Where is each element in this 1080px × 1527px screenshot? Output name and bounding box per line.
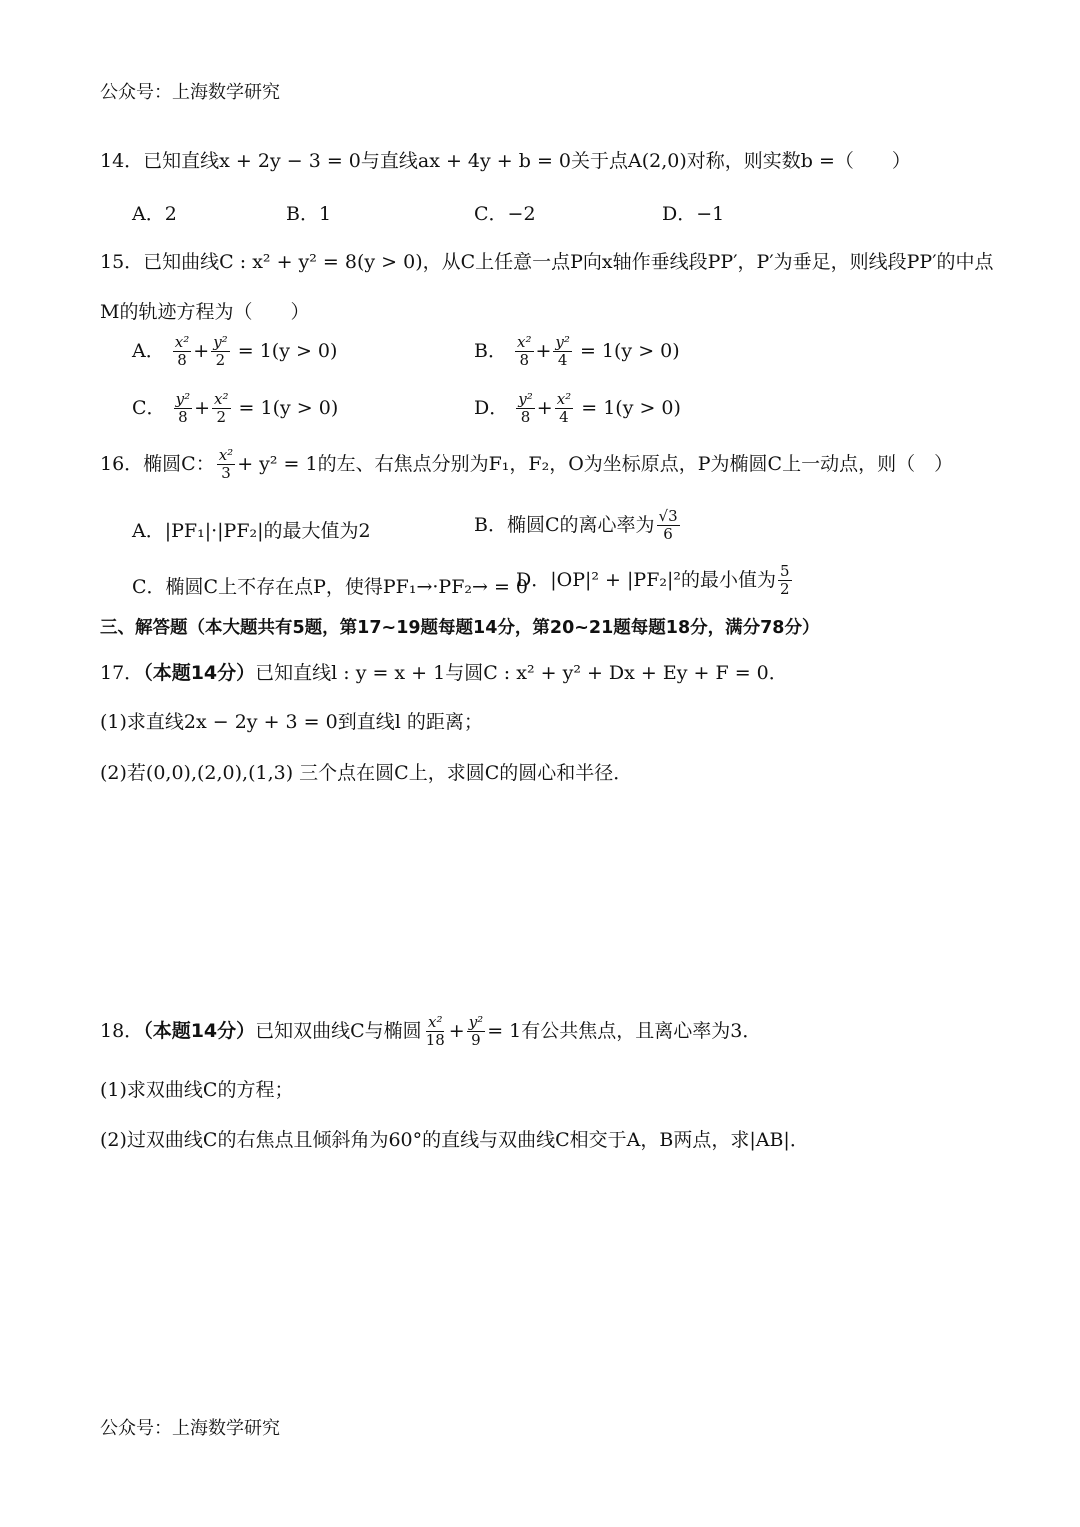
q15-option-d-fraction-2: $\frac{\text{x²}}{4}$	[556, 390, 572, 427]
q18-fraction-2: $\frac{\text{y²}}{9}$	[468, 1013, 484, 1050]
q15-option-a-fraction-1: $\frac{\text{x²}}{8}$	[174, 333, 190, 370]
q15-option-a-fraction-2: $\frac{\text{y²}}{2}$	[213, 333, 228, 370]
question-17-part-1: (1)求直线2x − 2y + 3 = 0到直线l 的距离；	[100, 711, 483, 733]
q14-option-d: D．−1	[662, 203, 725, 225]
q18-fraction-1: $\frac{\text{x²}}{18}$	[425, 1013, 445, 1050]
question-18-part-2: (2)过双曲线C的右焦点且倾斜角为60°的直线与双曲线C相交于A，B两点，求|AB|．	[100, 1129, 809, 1151]
q15-option-c: C． $\frac{\text{y²}}{8}$ + $\frac{\text{x²}}{2}$ = 1(y > 0)	[132, 390, 339, 427]
q15-option-b-fraction-2: $\frac{\text{y²}}{4}$	[555, 333, 570, 370]
question-18-part-1: (1)求双曲线C的方程；	[100, 1079, 294, 1101]
q16-option-d: D．|OP|² + |PF₂|²的最小值为 $\frac{5}{2}$	[516, 562, 790, 599]
question-15-line1: 15．已知曲线C : x² + y² = 8(y > 0)，从C上任意一点P向x轴作垂线段PP′，P′为垂足，则线段PP′的中点	[100, 251, 994, 273]
q16-fraction: $\frac{\text{x²}}{3}$	[218, 446, 234, 483]
q15-option-d-label: D．	[474, 396, 509, 419]
q16-option-c: C．椭圆C上不存在点P，使得PF₁→·PF₂→ = 0	[132, 576, 528, 598]
q16-option-d-fraction: $\frac{5}{2}$	[780, 562, 790, 599]
q14-option-c: C．−2	[474, 203, 536, 225]
q15-option-a-label: A．	[132, 339, 165, 362]
question-14-text: 14．已知直线x + 2y − 3 = 0与直线ax + 4y + b = 0关于点A(2,0)对称，则实数b =（ ）	[100, 150, 911, 172]
q14-option-a: A．2	[132, 203, 177, 225]
page-header: 公众号：上海数学研究	[100, 82, 280, 103]
page-footer: 公众号：上海数学研究	[100, 1418, 280, 1439]
q15-option-c-label: C．	[132, 396, 166, 419]
q15-option-a: A． $\frac{\text{x²}}{8}$ + $\frac{\text{y²}}{2}$ = 1(y > 0)	[132, 333, 338, 370]
question-18-stem: 18．（本题14分）已知双曲线C与椭圆 $\frac{\text{x²}}{18}$ + $\frac{\text{y²}}{9}$ = 1有公共焦点，且离心率为3．	[100, 1013, 762, 1050]
question-15-line2: M的轨迹方程为（ ）	[100, 301, 310, 323]
q15-option-c-fraction-1: $\frac{\text{y²}}{8}$	[175, 390, 191, 427]
q16-option-a: A．|PF₁|·|PF₂|的最大值为2	[132, 520, 371, 542]
section-3-heading: 三、解答题（本大题共有5题，第17~19题每题14分，第20~21题每题18分，满分78分）	[100, 618, 820, 638]
q15-option-b-label: B．	[474, 339, 507, 362]
q16-option-b: B．椭圆C的离心率为 $\frac{√3}{6}$	[474, 507, 678, 544]
question-16-text: 16．椭圆C： $\frac{\text{x²}}{3}$ + y² = 1的左、右焦点分别为F₁，F₂，O为坐标原点，P为椭圆C上一动点，则（ ）	[100, 446, 954, 483]
q15-option-d-fraction-1: $\frac{\text{y²}}{8}$	[518, 390, 533, 427]
q15-option-b-fraction-1: $\frac{\text{x²}}{8}$	[517, 333, 532, 370]
q15-option-d: D． $\frac{\text{y²}}{8}$ + $\frac{\text{x²}}{4}$ = 1(y > 0)	[474, 390, 681, 427]
q15-option-c-fraction-2: $\frac{\text{x²}}{2}$	[214, 390, 229, 427]
question-17-stem: 17．（本题14分）已知直线l : y = x + 1与圆C : x² + y² + Dx + Ey + F = 0．	[100, 662, 788, 684]
q16-option-b-fraction: $\frac{√3}{6}$	[658, 507, 678, 544]
q15-option-b: B． $\frac{\text{x²}}{8}$ + $\frac{\text{y²}}{4}$ = 1(y > 0)	[474, 333, 680, 370]
question-17-part-2: (2)若(0,0),(2,0),(1,3) 三个点在圆C上，求圆C的圆心和半径．	[100, 762, 633, 784]
q14-option-b: B．1	[286, 203, 332, 225]
